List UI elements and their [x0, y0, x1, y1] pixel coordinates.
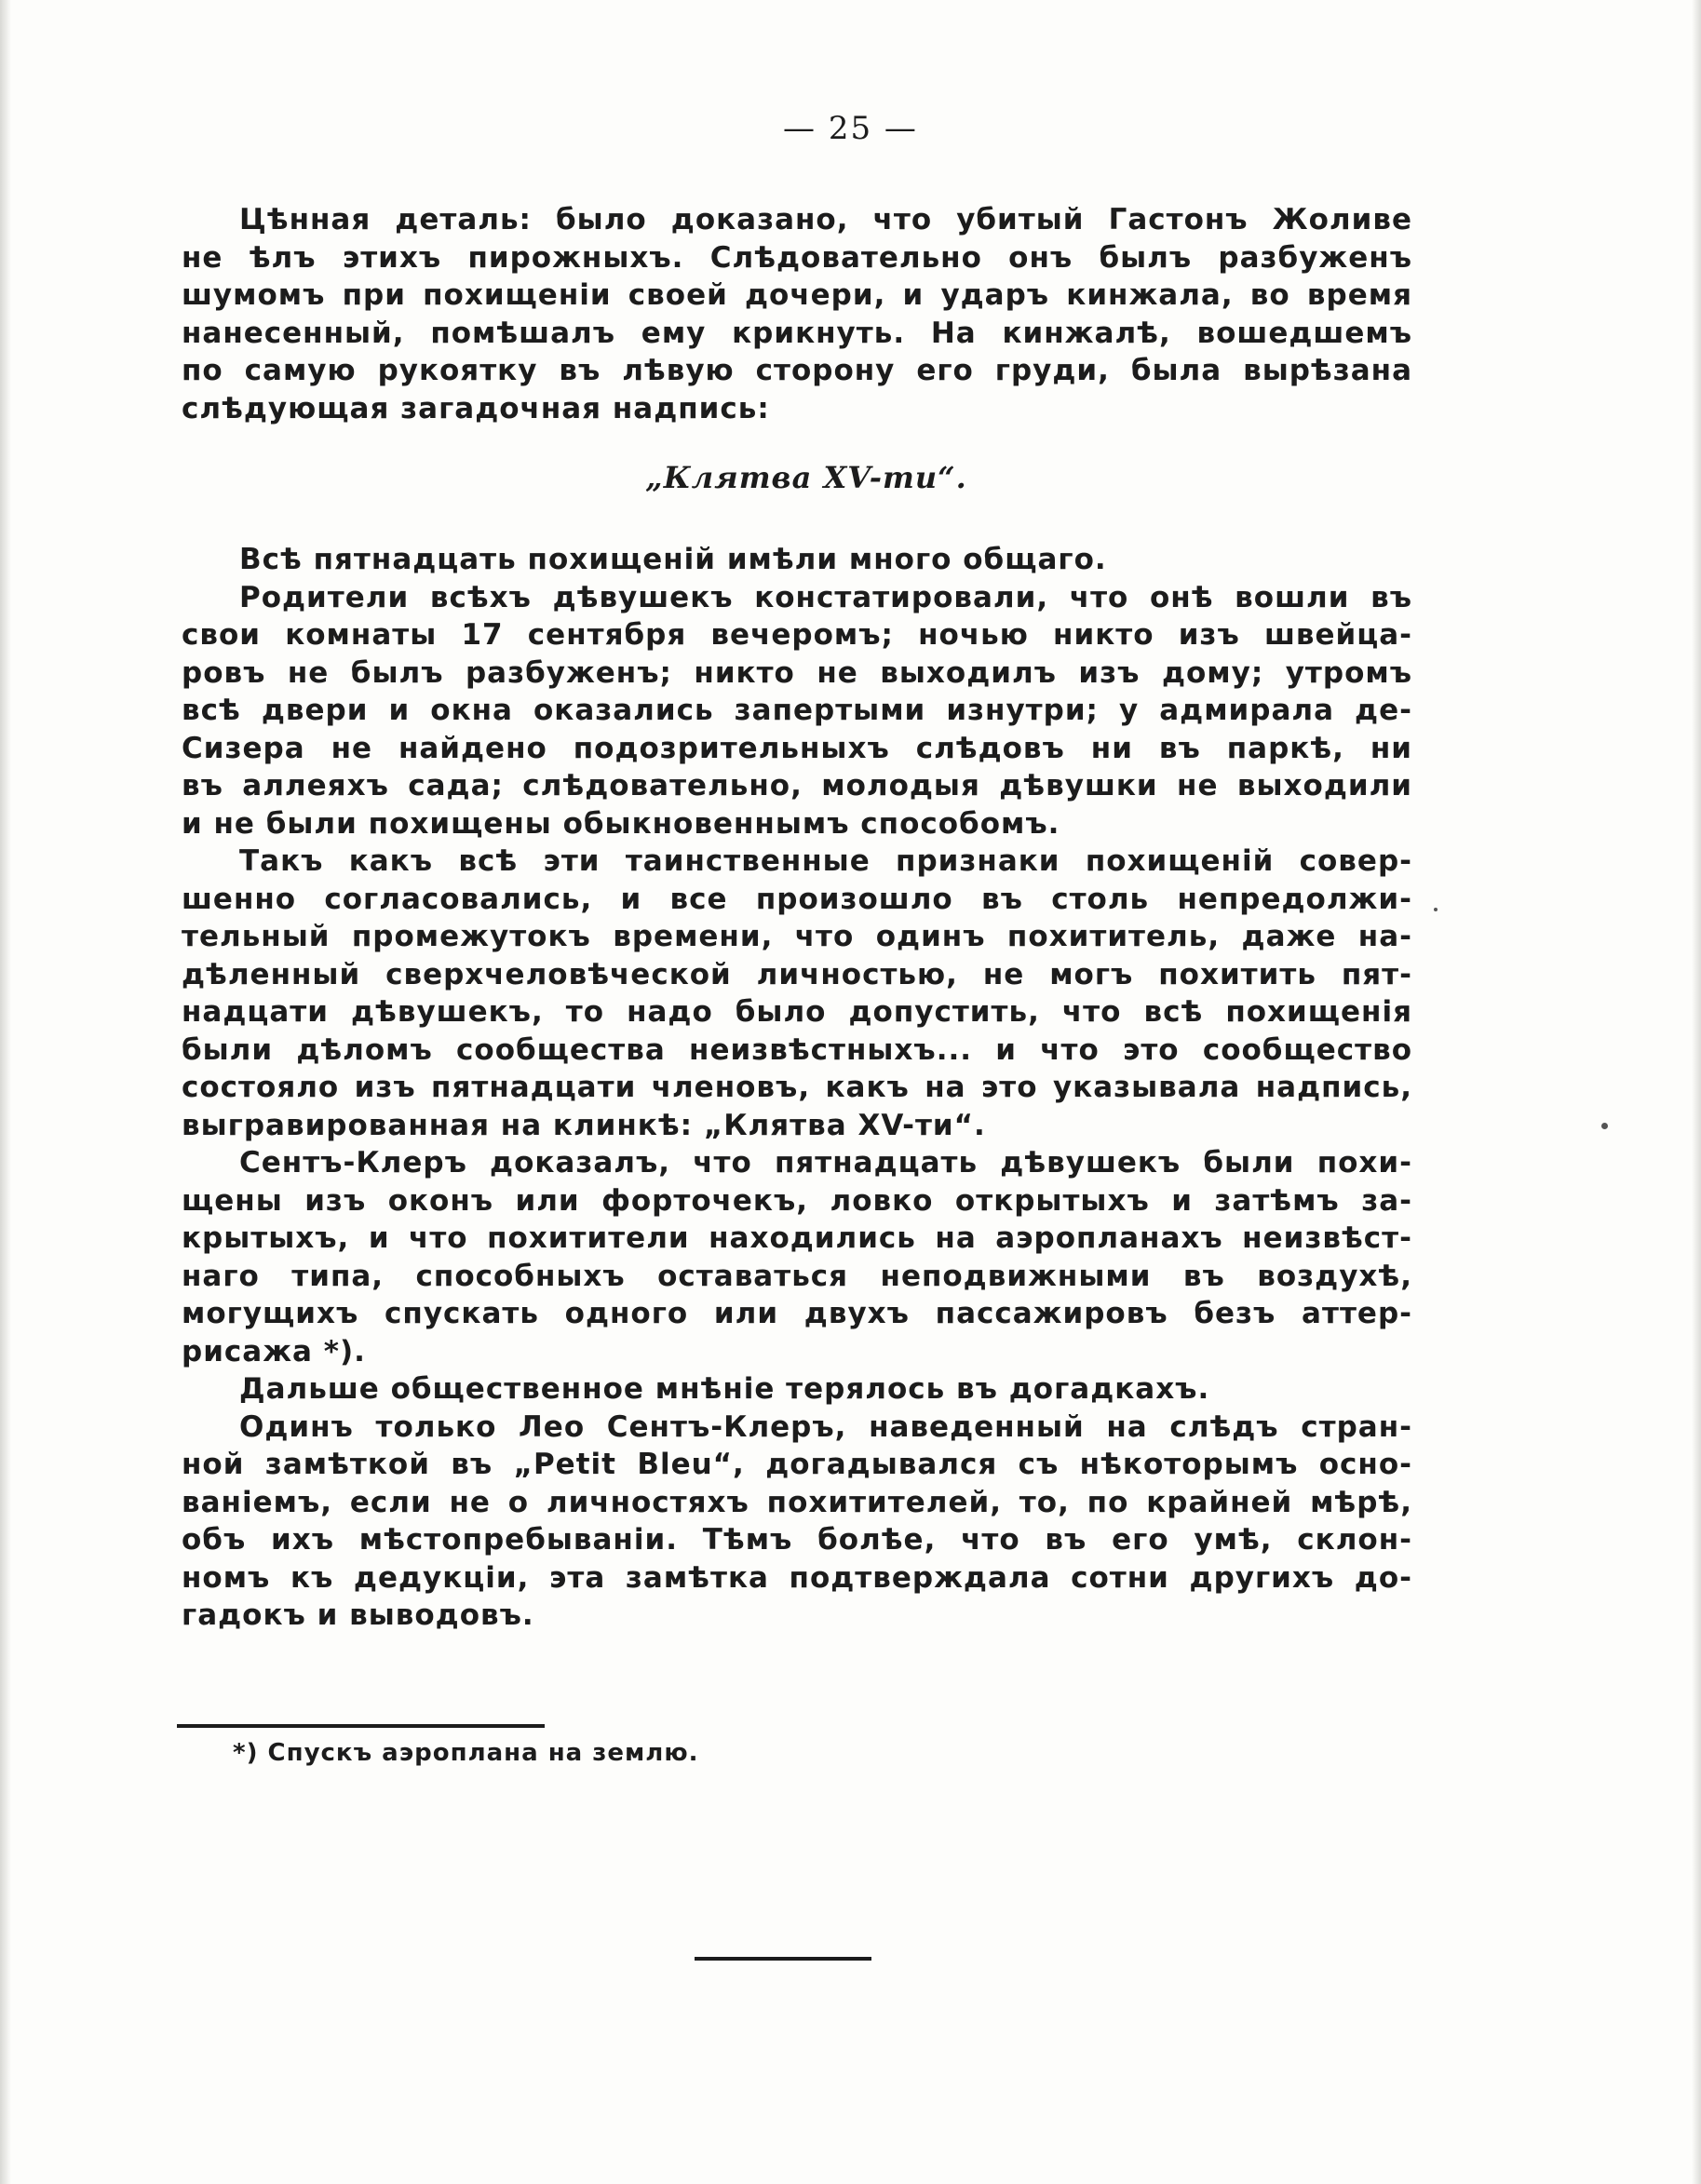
- spacer: [182, 427, 1412, 448]
- text-line: ванiемъ, если не о личностяхъ похитителей, то, по крайней мѣрѣ,: [182, 1485, 1412, 1519]
- scan-speck: [1434, 908, 1438, 911]
- text-line: ровъ не былъ разбуженъ; никто не выходилъ изъ дому; утромъ: [182, 655, 1412, 690]
- text-line: выгравированная на клинкѣ: „Клятва XV-ти“.: [182, 1108, 986, 1142]
- spacer: [182, 507, 1412, 541]
- text-line: наго типа, способныхъ оставаться неподвижными въ воздухѣ,: [182, 1259, 1412, 1293]
- page-number: — 25 —: [783, 110, 918, 147]
- text-line: и не были похищены обыкновеннымъ способомъ.: [182, 806, 1060, 841]
- footnote: *) Спускъ аэроплана на землю.: [233, 1739, 699, 1767]
- text-line: гадокъ и выводовъ.: [182, 1598, 534, 1632]
- paragraph-4: [182, 843, 1412, 1144]
- text-line: Одинъ только Лео Сентъ-Клеръ, наведенный на слѣдъ стран-: [239, 1409, 1412, 1444]
- text-line: шумомъ при похищенiи своей дочери, и ударъ кинжала, во время: [182, 278, 1412, 312]
- body-text: [182, 201, 1412, 1635]
- text-line: въ аллеяхъ сада; слѣдовательно, молодыя дѣвушки не выходили: [182, 769, 1412, 802]
- text-line: крытыхъ, и что похитители находились на аэропланахъ неизвѣст-: [182, 1221, 1412, 1255]
- text-line: Родители всѣхъ дѣвушекъ констатировали, что онѣ вошли въ: [239, 580, 1412, 614]
- scan-speck: [1601, 1123, 1608, 1129]
- text-line: рисажа *).: [182, 1334, 366, 1368]
- paragraph-7: [182, 1409, 1412, 1635]
- text-line: щены изъ оконъ или форточекъ, ловко открытыхъ и затѣмъ за-: [182, 1183, 1412, 1218]
- text-line: свои комнаты 17 сентября вечеромъ; ночью никто изъ швейца-: [182, 618, 1412, 652]
- text-line: Сизера не найдено подозрительныхъ слѣдовъ ни въ паркѣ, ни: [182, 731, 1412, 765]
- text-line: нанесенный, помѣшалъ ему крикнуть. На кинжалѣ, вошедшемъ: [182, 316, 1412, 350]
- end-rule: [695, 1957, 871, 1961]
- text-line: состояло изъ пятнадцати членовъ, какъ на это указывала надпись,: [182, 1071, 1412, 1104]
- footnote-rule: [177, 1724, 545, 1728]
- text-line: Такъ какъ всѣ эти таинственные признаки похищенiй совер-: [239, 844, 1412, 878]
- scan-edge-right: [1692, 0, 1701, 2184]
- epigraph: „Клятва XV-ти“.: [645, 460, 967, 495]
- text-line: надцати дѣвушекъ, то надо было допустить, что всѣ похищенiя: [182, 995, 1412, 1029]
- text-line: Всѣ пятнадцать похищенiй имѣли много общаго.: [239, 543, 1107, 576]
- paragraph-6: [182, 1370, 1412, 1409]
- scan-edge-left: [0, 0, 11, 2184]
- text-line: были дѣломъ сообщества неизвѣстныхъ... и что это сообщество: [182, 1032, 1412, 1067]
- text-line: номъ къ дедукцiи, эта замѣтка подтверждала сотни другихъ до-: [182, 1560, 1412, 1595]
- text-line: дѣленный сверхчеловѣческой личностью, не могъ похитить пят-: [182, 957, 1412, 991]
- paragraph-5: [182, 1144, 1412, 1370]
- text-line: Цѣнная деталь: было доказано, что убитый Гастонъ Жоливе: [239, 203, 1412, 236]
- text-line: Дальше общественное мнѣнiе терялось въ догадкахъ.: [239, 1372, 1210, 1406]
- text-line: не ѣлъ этихъ пирожныхъ. Слѣдовательно онъ былъ разбуженъ: [182, 240, 1412, 275]
- paragraph-1: [182, 201, 1412, 427]
- text-line: тельный промежутокъ времени, что одинъ похититель, даже на-: [182, 920, 1412, 953]
- text-line: по самую рукоятку въ лѣвую сторону его груди, была вырѣзана: [182, 354, 1412, 387]
- text-line: могущихъ спускать одного или двухъ пассажировъ безъ аттер-: [182, 1297, 1412, 1330]
- paragraph-2: [182, 541, 1412, 579]
- text-line: объ ихъ мѣстопребыванiи. Тѣмъ болѣе, что въ его умѣ, склон-: [182, 1523, 1412, 1557]
- text-line: слѣдующая загадочная надпись:: [182, 391, 770, 425]
- text-line: шенно согласовались, и все произошло въ столь непредолжи-: [182, 882, 1412, 916]
- paragraph-3: [182, 579, 1412, 843]
- text-line: Сентъ-Клеръ доказалъ, что пятнадцать дѣвушекъ были похи-: [239, 1146, 1412, 1180]
- text-line: всѣ двери и окна оказались запертыми изнутри; у адмирала де-: [182, 694, 1412, 727]
- text-line: ной замѣткой въ „Petit Bleu“, догадывался съ нѣкоторымъ осно-: [182, 1448, 1412, 1481]
